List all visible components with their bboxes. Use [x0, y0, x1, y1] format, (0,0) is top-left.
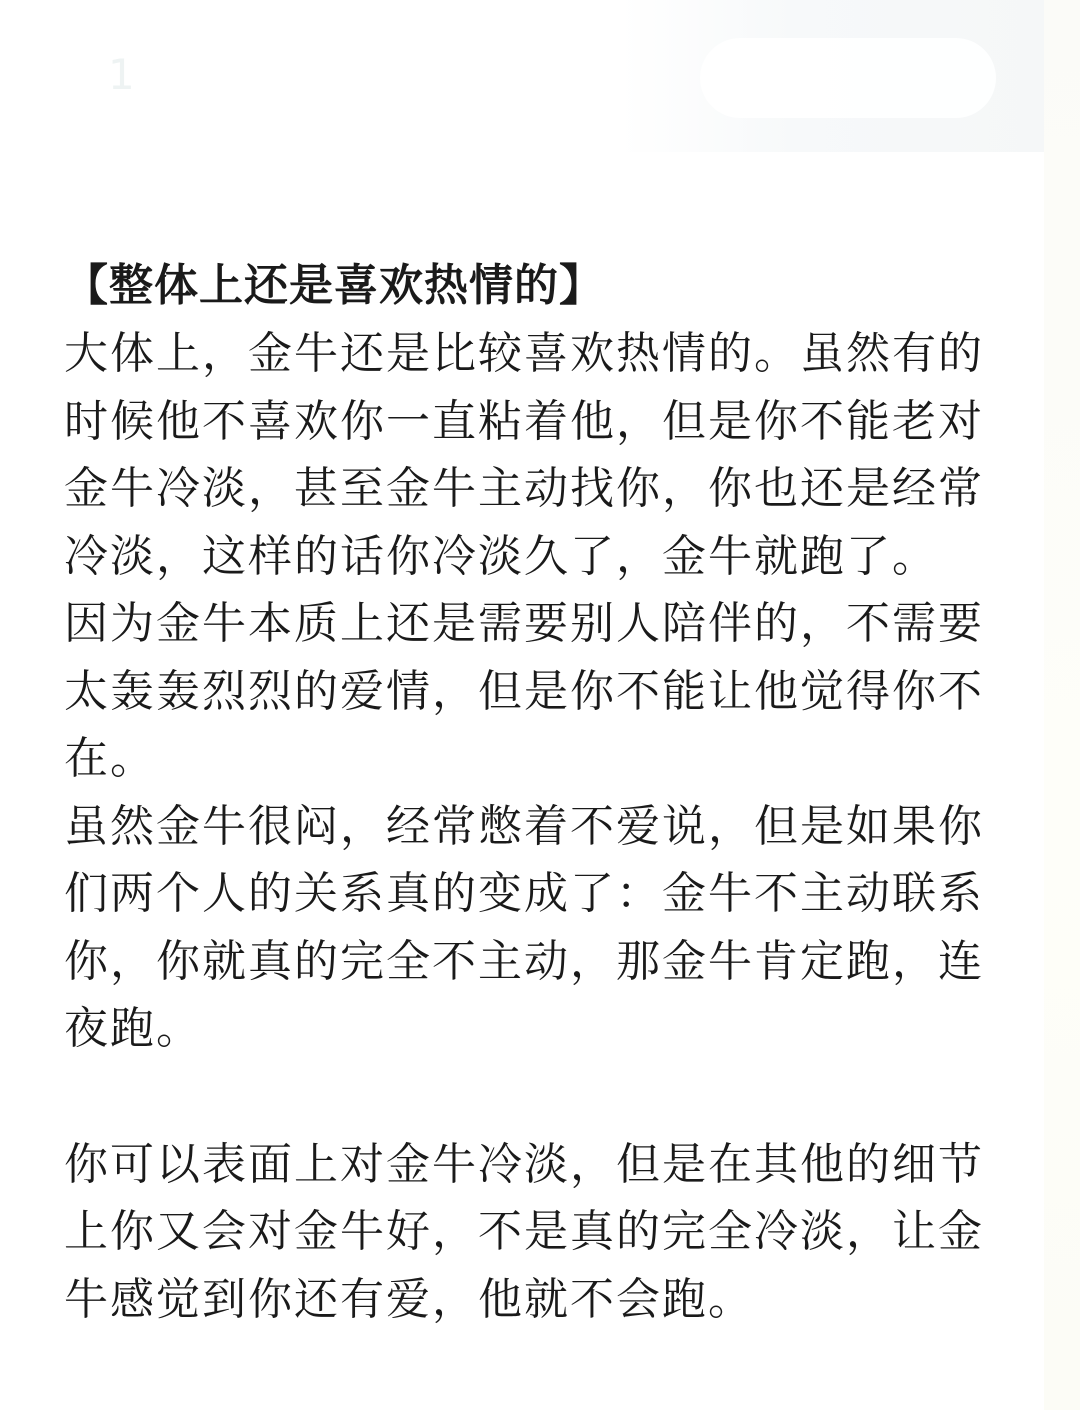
paragraph-1: 大体上，金牛还是比较喜欢热情的。虽然有的时候他不喜欢你一直粘着他，但是你不能老对金牛冷淡，甚至金牛主动找你，你也还是经常冷淡，这样的话你冷淡久了，金牛就跑了。: [64, 328, 984, 582]
article-body: [64, 256, 1014, 1333]
paragraph-4: 你可以表面上对金牛冷淡，但是在其他的细节上你又会对金牛好，不是真的完全冷淡，让金牛感觉到你还有爱，他就不会跑。: [64, 1138, 984, 1325]
page-number: 1: [108, 50, 135, 99]
section-heading: 【整体上还是喜欢热情的】: [64, 260, 604, 311]
paragraph-3: 虽然金牛很闷，经常憋着不爱说，但是如果你们两个人的关系真的变成了：金牛不主动联系你，你就真的完全不主动，那金牛肯定跑，连夜跑。: [64, 800, 984, 1054]
paragraph-spacer: [64, 1063, 1014, 1131]
paragraph-2: 因为金牛本质上还是需要别人陪伴的，不需要太轰轰烈烈的爱情，但是你不能让他觉得你不在。: [64, 598, 984, 784]
decorative-right-strip: [1044, 0, 1080, 1410]
decorative-pill: [700, 38, 996, 118]
